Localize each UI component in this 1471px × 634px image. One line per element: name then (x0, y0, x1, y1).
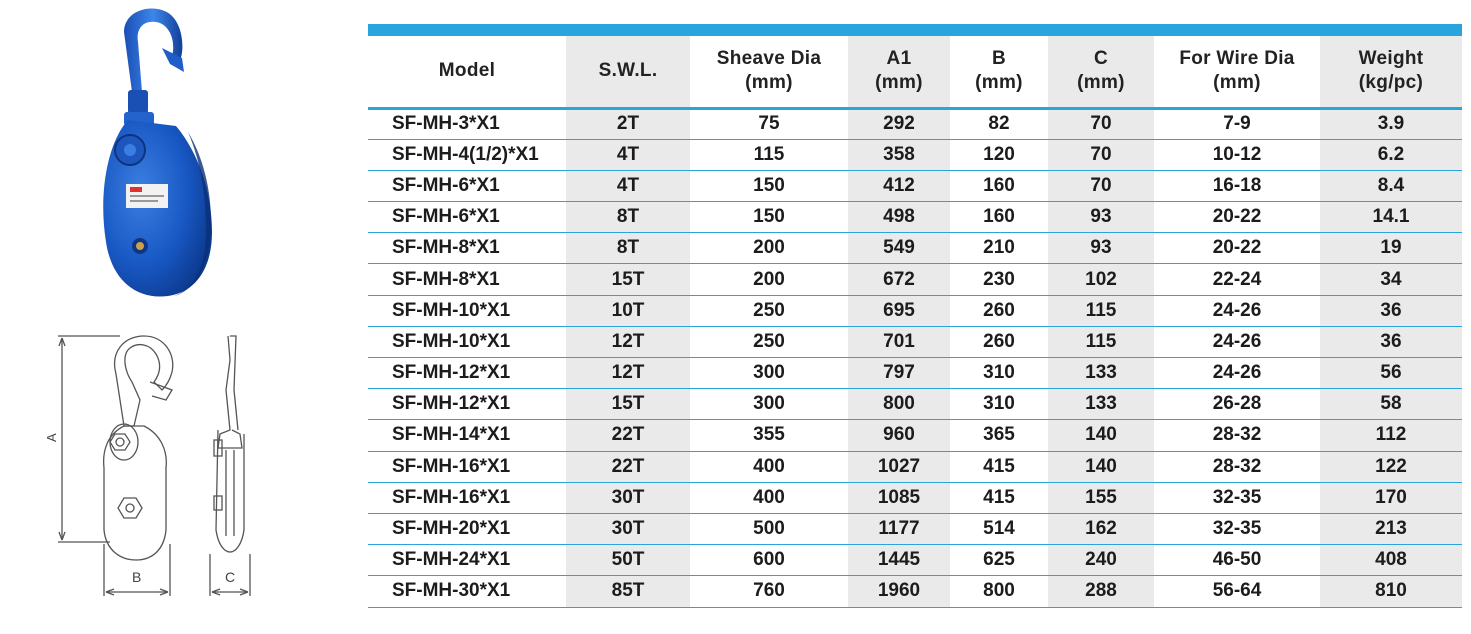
table-row (368, 295, 1462, 326)
table-cell: 50T (566, 545, 690, 576)
table-cell: 408 (1320, 545, 1462, 576)
table-cell: 4T (566, 139, 690, 170)
table-cell: 162 (1048, 513, 1154, 544)
table-cell: 15T (566, 389, 690, 420)
table-cell: 600 (690, 545, 848, 576)
table-cell: 112 (1320, 420, 1462, 451)
table-cell: 102 (1048, 264, 1154, 295)
table-cell: 6.2 (1320, 139, 1462, 170)
table-cell: SF-MH-12*X1 (368, 358, 566, 389)
table-cell: 70 (1048, 170, 1154, 201)
column-header (950, 36, 1048, 108)
table-cell: 800 (950, 576, 1048, 607)
table-row (368, 139, 1462, 170)
table-cell: 32-35 (1154, 513, 1320, 544)
table-cell: 260 (950, 326, 1048, 357)
table-cell: 115 (690, 139, 848, 170)
table-cell: 28-32 (1154, 451, 1320, 482)
table-cell: 200 (690, 264, 848, 295)
table-cell: 93 (1048, 233, 1154, 264)
table-cell: 160 (950, 202, 1048, 233)
table-cell: SF-MH-14*X1 (368, 420, 566, 451)
table-cell: 260 (950, 295, 1048, 326)
table-cell: 150 (690, 202, 848, 233)
table-cell: 760 (690, 576, 848, 607)
table-cell: 250 (690, 326, 848, 357)
table-cell: 20-22 (1154, 202, 1320, 233)
table-row (368, 233, 1462, 264)
table-cell: 7-9 (1154, 108, 1320, 139)
table-cell: 56-64 (1154, 576, 1320, 607)
table-cell: 20-22 (1154, 233, 1320, 264)
column-header-unit: (kg/pc) (1358, 72, 1424, 94)
spec-table-container (368, 24, 1462, 608)
table-cell: 24-26 (1154, 358, 1320, 389)
table-cell: 26-28 (1154, 389, 1320, 420)
table-cell: 46-50 (1154, 545, 1320, 576)
table-cell: 93 (1048, 202, 1154, 233)
table-cell: 150 (690, 170, 848, 201)
table-cell: 75 (690, 108, 848, 139)
table-cell: 115 (1048, 295, 1154, 326)
table-cell: 365 (950, 420, 1048, 451)
table-cell: 16-18 (1154, 170, 1320, 201)
column-header-unit: (mm) (875, 72, 923, 94)
table-cell: 213 (1320, 513, 1462, 544)
column-header-label: Model (438, 60, 496, 82)
table-cell: SF-MH-8*X1 (368, 264, 566, 295)
table-cell: 24-26 (1154, 295, 1320, 326)
table-cell: 300 (690, 358, 848, 389)
table-cell: 797 (848, 358, 950, 389)
column-header-label: S.W.L. (598, 60, 658, 82)
table-cell: 19 (1320, 233, 1462, 264)
table-cell: 300 (690, 389, 848, 420)
table-cell: 115 (1048, 326, 1154, 357)
table-cell: SF-MH-12*X1 (368, 389, 566, 420)
table-cell: 1445 (848, 545, 950, 576)
column-header-label: Weight (1358, 48, 1424, 70)
dimension-label-b: B (132, 569, 142, 585)
table-cell: 36 (1320, 295, 1462, 326)
table-cell: SF-MH-8*X1 (368, 233, 566, 264)
table-cell: 160 (950, 170, 1048, 201)
table-cell: SF-MH-4(1/2)*X1 (368, 139, 566, 170)
column-header-label: A1 (886, 48, 912, 70)
table-cell: 22-24 (1154, 264, 1320, 295)
table-cell: 4T (566, 170, 690, 201)
column-header (848, 36, 950, 108)
table-cell: 412 (848, 170, 950, 201)
table-cell: 292 (848, 108, 950, 139)
table-cell: SF-MH-10*X1 (368, 326, 566, 357)
table-cell: 400 (690, 482, 848, 513)
column-header (1048, 36, 1154, 108)
table-cell: 695 (848, 295, 950, 326)
column-header-label: B (991, 48, 1007, 70)
table-cell: 140 (1048, 451, 1154, 482)
table-row (368, 326, 1462, 357)
table-cell: 56 (1320, 358, 1462, 389)
table-row (368, 358, 1462, 389)
table-cell: 310 (950, 389, 1048, 420)
table-cell: SF-MH-10*X1 (368, 295, 566, 326)
table-cell: 32-35 (1154, 482, 1320, 513)
table-cell: 15T (566, 264, 690, 295)
table-cell: 1177 (848, 513, 950, 544)
column-header (690, 36, 848, 108)
dimension-label-c: C (225, 569, 236, 585)
table-cell: 3.9 (1320, 108, 1462, 139)
table-cell: 170 (1320, 482, 1462, 513)
table-cell: 514 (950, 513, 1048, 544)
table-cell: 8T (566, 202, 690, 233)
spec-table (368, 36, 1462, 608)
table-cell: 24-26 (1154, 326, 1320, 357)
column-header (566, 36, 690, 108)
table-cell: 672 (848, 264, 950, 295)
table-cell: 30T (566, 513, 690, 544)
table-cell: 1085 (848, 482, 950, 513)
column-header-unit: (mm) (975, 72, 1023, 94)
table-cell: SF-MH-6*X1 (368, 202, 566, 233)
table-cell: 12T (566, 358, 690, 389)
table-cell: 14.1 (1320, 202, 1462, 233)
table-cell: 58 (1320, 389, 1462, 420)
column-header-unit: (mm) (1077, 72, 1125, 94)
table-cell: 8T (566, 233, 690, 264)
table-cell: 28-32 (1154, 420, 1320, 451)
table-cell: 133 (1048, 389, 1154, 420)
table-cell: SF-MH-20*X1 (368, 513, 566, 544)
column-header (1320, 36, 1462, 108)
table-cell: 230 (950, 264, 1048, 295)
table-cell: 122 (1320, 451, 1462, 482)
table-cell: 8.4 (1320, 170, 1462, 201)
table-cell: 200 (690, 233, 848, 264)
table-cell: 155 (1048, 482, 1154, 513)
table-cell: 498 (848, 202, 950, 233)
column-header-unit: (mm) (745, 72, 793, 94)
table-cell: 549 (848, 233, 950, 264)
table-cell: SF-MH-16*X1 (368, 482, 566, 513)
table-cell: 960 (848, 420, 950, 451)
table-cell: 400 (690, 451, 848, 482)
table-cell: 34 (1320, 264, 1462, 295)
table-top-bar (368, 24, 1462, 36)
table-cell: 210 (950, 233, 1048, 264)
snatch-block-photo (88, 2, 228, 302)
table-cell: 355 (690, 420, 848, 451)
table-row (368, 202, 1462, 233)
table-cell: SF-MH-30*X1 (368, 576, 566, 607)
table-cell: 250 (690, 295, 848, 326)
table-cell: 22T (566, 451, 690, 482)
table-cell: 240 (1048, 545, 1154, 576)
table-cell: SF-MH-6*X1 (368, 170, 566, 201)
table-cell: 1027 (848, 451, 950, 482)
table-cell: 70 (1048, 108, 1154, 139)
column-header-label: Sheave Dia (716, 48, 822, 70)
table-cell: 2T (566, 108, 690, 139)
table-cell: 625 (950, 545, 1048, 576)
table-row (368, 451, 1462, 482)
table-cell: 288 (1048, 576, 1154, 607)
table-cell: 810 (1320, 576, 1462, 607)
dimension-label-a: A (44, 433, 59, 442)
dimension-drawing (40, 330, 270, 625)
column-header-unit: (mm) (1213, 72, 1261, 94)
table-cell: 85T (566, 576, 690, 607)
table-cell: 10-12 (1154, 139, 1320, 170)
column-header (1154, 36, 1320, 108)
table-row (368, 576, 1462, 607)
table-cell: 415 (950, 482, 1048, 513)
table-row (368, 108, 1462, 139)
table-cell: 22T (566, 420, 690, 451)
table-cell: 70 (1048, 139, 1154, 170)
table-cell: SF-MH-3*X1 (368, 108, 566, 139)
column-header-label: C (1093, 48, 1109, 70)
table-cell: 10T (566, 295, 690, 326)
column-header-label: For Wire Dia (1179, 48, 1295, 70)
table-cell: 30T (566, 482, 690, 513)
table-cell: SF-MH-24*X1 (368, 545, 566, 576)
table-cell: 1960 (848, 576, 950, 607)
table-body (368, 108, 1462, 607)
table-row (368, 513, 1462, 544)
table-cell: 133 (1048, 358, 1154, 389)
table-row (368, 264, 1462, 295)
table-cell: 82 (950, 108, 1048, 139)
table-cell: SF-MH-16*X1 (368, 451, 566, 482)
table-cell: 310 (950, 358, 1048, 389)
table-row (368, 420, 1462, 451)
table-cell: 12T (566, 326, 690, 357)
table-cell: 800 (848, 389, 950, 420)
table-row (368, 545, 1462, 576)
table-cell: 500 (690, 513, 848, 544)
table-cell: 358 (848, 139, 950, 170)
table-cell: 140 (1048, 420, 1154, 451)
column-header (368, 36, 566, 108)
header-row (368, 36, 1462, 108)
table-cell: 415 (950, 451, 1048, 482)
table-cell: 701 (848, 326, 950, 357)
table-row (368, 170, 1462, 201)
table-row (368, 482, 1462, 513)
table-cell: 120 (950, 139, 1048, 170)
table-row (368, 389, 1462, 420)
table-cell: 36 (1320, 326, 1462, 357)
